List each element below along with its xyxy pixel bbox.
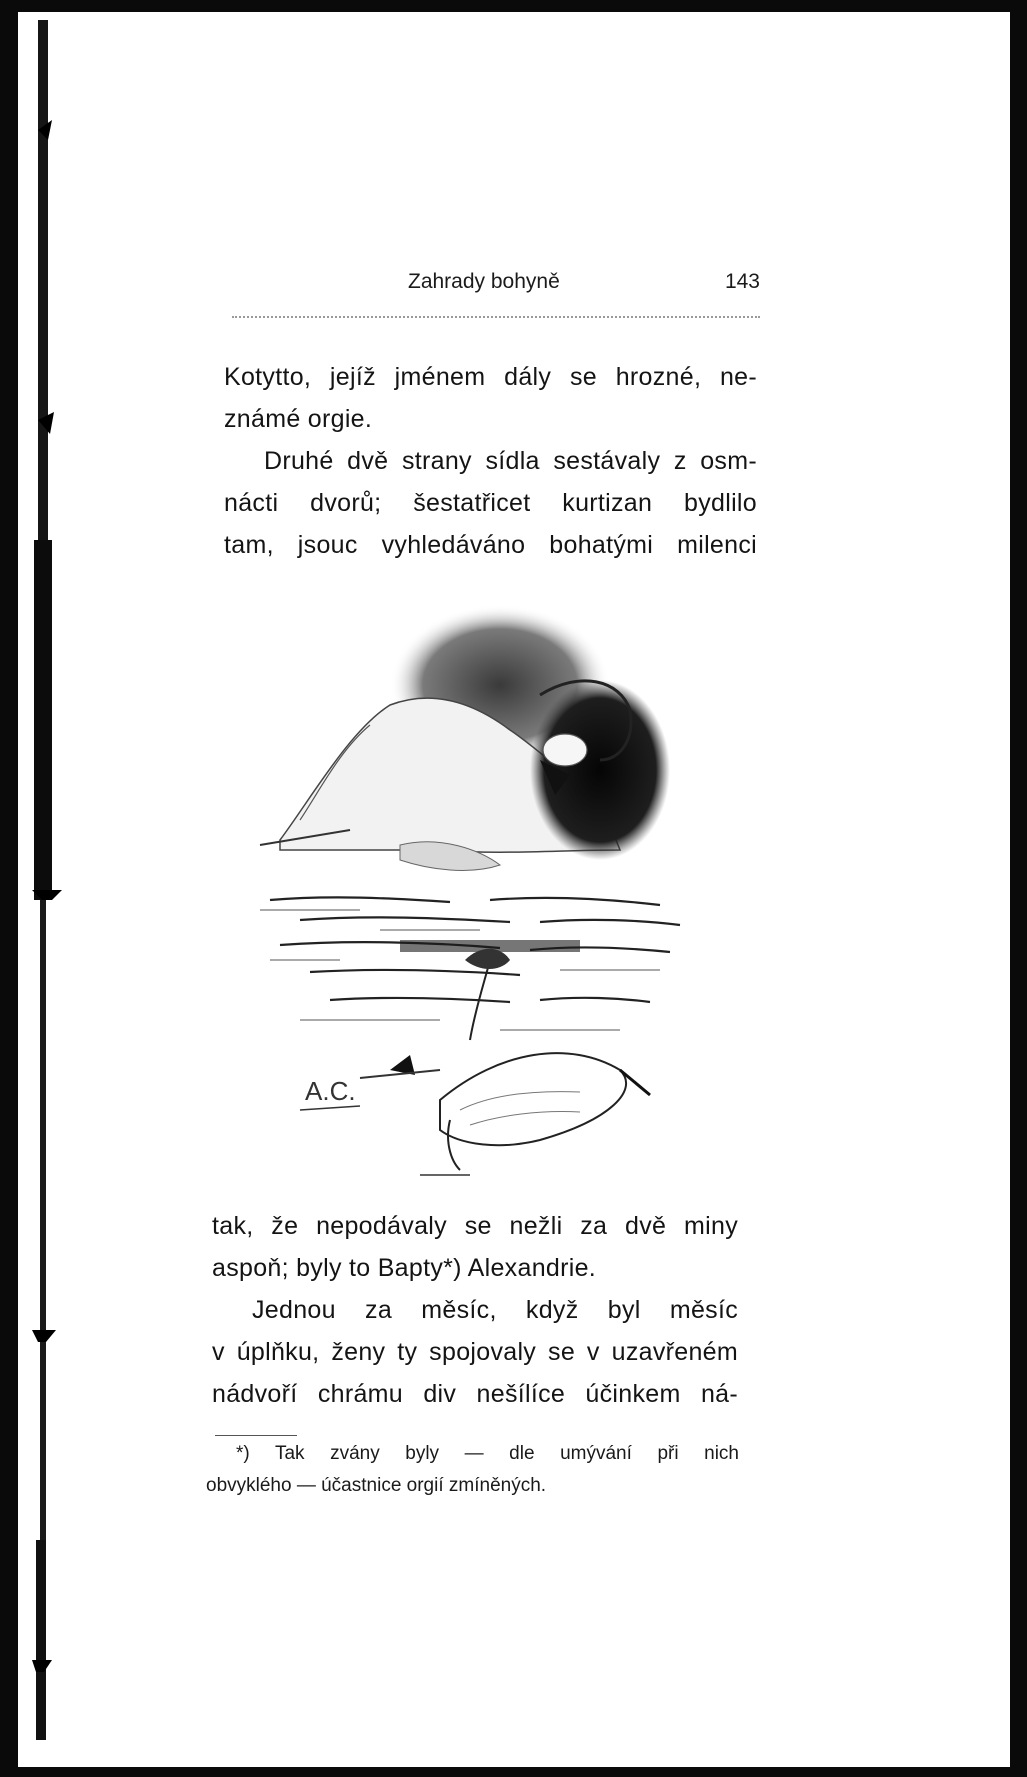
page-number: 143 [724, 270, 760, 293]
text-block-bottom [212, 1205, 738, 1415]
text-block-top [224, 356, 757, 566]
illustration-signature: A.C. [305, 1076, 356, 1106]
text-line: Kotytto, jejíž jménem dály se hrozné, ne- [224, 363, 757, 391]
text-line: tam, jsouc vyhledáváno bohatými milenci [224, 531, 757, 559]
header-rule [232, 316, 760, 318]
text-line: nádvoří chrámu div nešílíce účinkem ná- [212, 1380, 738, 1408]
text-line: nácti dvorů; šestatřicet kurtizan bydlilo [224, 489, 757, 517]
text-line: známé orgie. [224, 405, 373, 433]
illustration-reclining-figure [240, 600, 740, 1200]
footnote-line: obvyklého — účastnice orgií zmíněných. [206, 1475, 547, 1496]
text-line: Druhé dvě strany sídla sestávaly z osm- [264, 447, 757, 475]
running-head [230, 270, 760, 300]
footnote-line: *) Tak zvány byly — dle umývání při nich [236, 1443, 739, 1464]
lily-pad [440, 1053, 626, 1145]
footnote-rule [215, 1435, 297, 1436]
binding-edge [32, 20, 76, 1740]
text-line: aspoň; byly to Bapty*) Alexandrie. [212, 1254, 597, 1282]
footnote [206, 1438, 739, 1502]
text-line: tak, že nepodávaly se nežli za dvě miny [212, 1212, 738, 1240]
text-line: Jednou za měsíc, když byl měsíc [252, 1296, 738, 1324]
text-line: v úplňku, ženy ty spojovaly se v uzavřeném [212, 1338, 738, 1366]
running-head-title: Zahrady bohyně [408, 270, 560, 293]
